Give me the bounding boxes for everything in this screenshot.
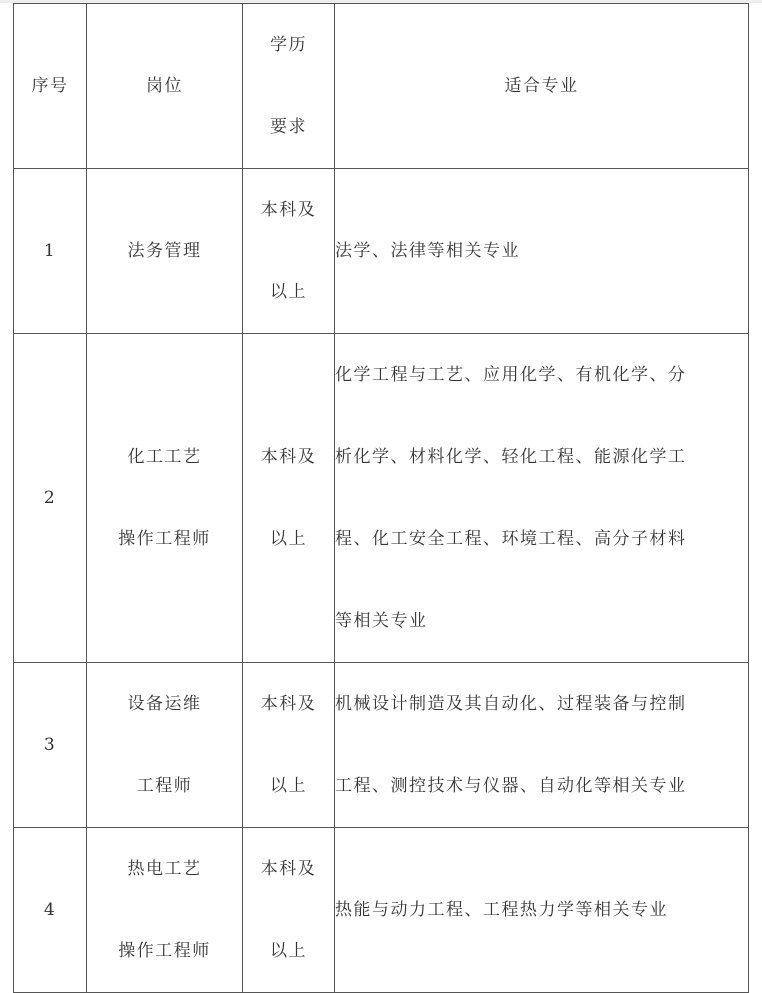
row-major-line: 化学工程与工艺、应用化学、有机化学、分	[335, 365, 687, 385]
row-seq: 1	[14, 169, 87, 334]
row-education-line: 本科及	[260, 447, 317, 467]
row-education-line: 本科及	[260, 694, 317, 714]
row-major-line: 机械设计制造及其自动化、过程装备与控制	[335, 694, 687, 714]
job-requirements-table	[13, 3, 749, 993]
row-major	[335, 828, 749, 993]
row-post	[87, 334, 243, 663]
row-post-line: 热电工艺	[127, 859, 202, 879]
row-post-line: 法务管理	[127, 241, 202, 261]
row-education	[243, 663, 335, 828]
row-post	[87, 828, 243, 993]
header-seq: 序号	[14, 4, 87, 169]
header-education-line1: 学历	[270, 35, 307, 55]
row-post	[87, 169, 243, 334]
table-row	[14, 663, 749, 828]
row-education-line: 以上	[270, 529, 307, 549]
row-education-line: 以上	[270, 941, 307, 961]
row-education-line: 以上	[270, 776, 307, 796]
row-major-line: 程、化工安全工程、环境工程、高分子材料	[335, 529, 687, 549]
row-education-line: 本科及	[260, 859, 317, 879]
table-row	[14, 334, 749, 663]
row-major-line: 热能与动力工程、工程热力学等相关专业	[335, 900, 668, 920]
header-education	[243, 4, 335, 169]
row-seq: 2	[14, 334, 87, 663]
table-row	[14, 828, 749, 993]
row-major-line: 等相关专业	[335, 611, 428, 631]
row-post-line: 设备运维	[127, 694, 202, 714]
row-major-line: 法学、法律等相关专业	[335, 241, 520, 261]
row-education	[243, 169, 335, 334]
row-education	[243, 828, 335, 993]
row-education-line: 本科及	[260, 200, 317, 220]
header-major: 适合专业	[335, 4, 749, 169]
table-header-row	[14, 4, 749, 169]
header-education-line2: 要求	[270, 117, 307, 137]
row-post-line: 工程师	[136, 776, 193, 796]
row-seq: 4	[14, 828, 87, 993]
row-major	[335, 169, 749, 334]
row-major-line: 工程、测控技术与仪器、自动化等相关专业	[335, 776, 687, 796]
table-row	[14, 169, 749, 334]
row-major-line: 析化学、材料化学、轻化工程、能源化学工	[335, 447, 687, 467]
row-post-line: 操作工程师	[118, 529, 211, 549]
header-post: 岗位	[87, 4, 243, 169]
row-education	[243, 334, 335, 663]
row-post-line: 化工工艺	[127, 447, 202, 467]
row-seq: 3	[14, 663, 87, 828]
row-post-line: 操作工程师	[118, 941, 211, 961]
row-major	[335, 334, 749, 663]
row-education-line: 以上	[270, 282, 307, 302]
row-post	[87, 663, 243, 828]
row-major	[335, 663, 749, 828]
